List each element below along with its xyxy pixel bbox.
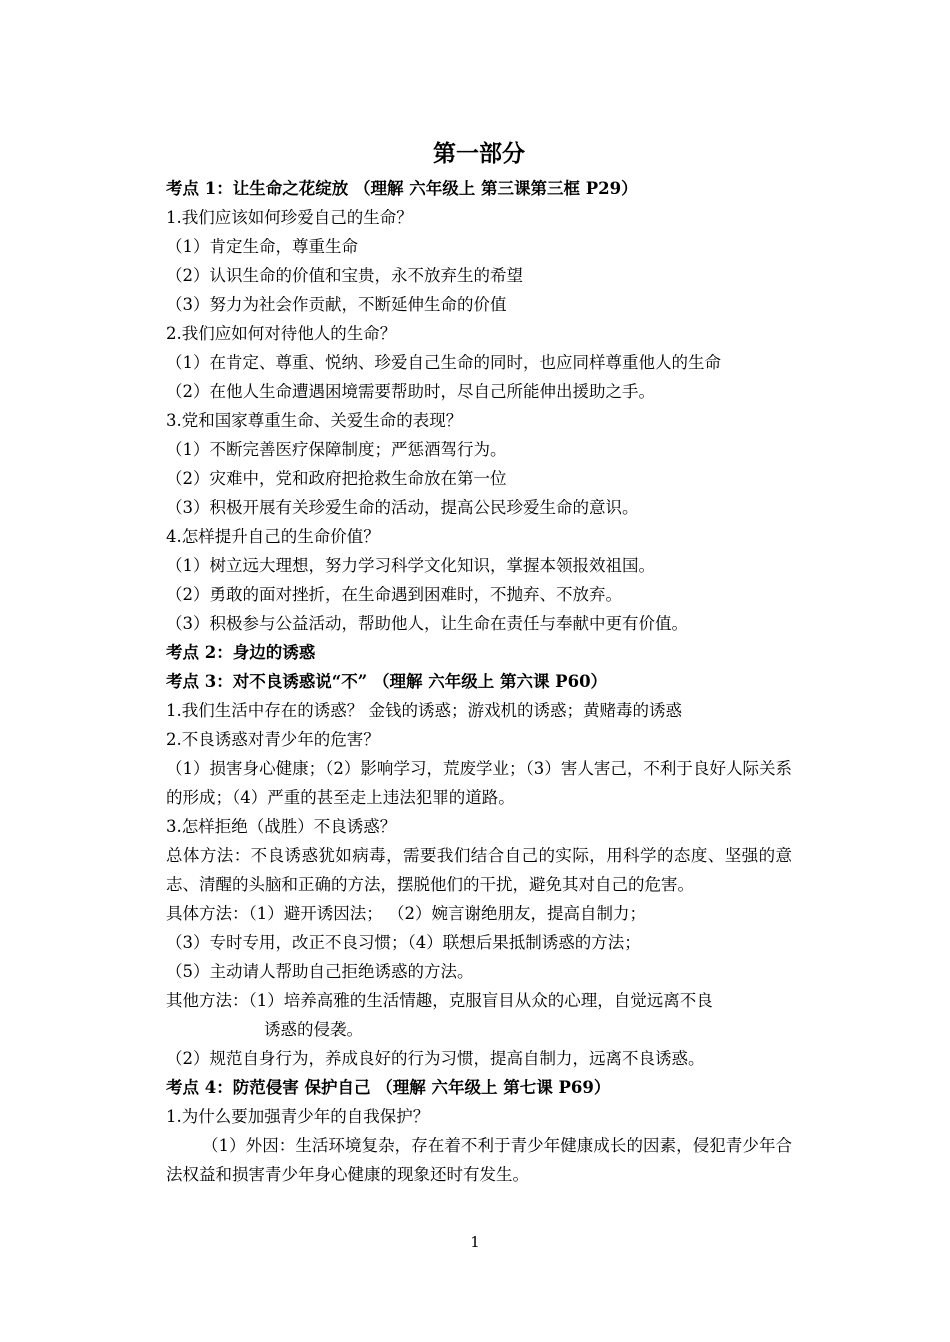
specific-method-line: （3）专时专用，改正不良习惯；（4）联想后果抵制诱惑的方法； <box>166 933 641 952</box>
answer-item: （2）认识生命的价值和宝贵，永不放弃生的希望 <box>166 266 523 285</box>
question-line: 4.怎样提升自己的生命价值？ <box>166 527 380 546</box>
question-line: 1.我们生活中存在的诱惑？ 金钱的诱惑；游戏机的诱惑；黄赌毒的诱惑 <box>166 701 682 720</box>
harm-paragraph: （1）损害身心健康；（2）影响学习，荒废学业；（3）害人害己，不利于良好人际关系的形成；（4）严重的甚至走上违法犯罪的道路。 <box>166 759 792 807</box>
other-method-line: 其他方法：（1）培养高雅的生活情趣，克服盲目从众的心理，自觉远离不良 <box>166 991 713 1010</box>
question-line: 1.为什么要加强青少年的自我保护？ <box>166 1107 430 1126</box>
question-line: 2.我们应如何对待他人的生命？ <box>166 324 397 343</box>
section-heading-1: 考点 1：让生命之花绽放 （理解 六年级上 第三课第三框 P29） <box>166 179 638 198</box>
specific-method-line: 具体方法：（1）避开诱因法； （2）婉言谢绝朋友，提高自制力； <box>166 904 646 923</box>
answer-item: （3）积极参与公益活动，帮助他人，让生命在责任与奉献中更有价值。 <box>166 614 688 633</box>
question-line: 3.党和国家尊重生命、关爱生命的表现？ <box>166 411 463 430</box>
section-heading-4: 考点 4：防范侵害 保护自己 （理解 六年级上 第七课 P69） <box>166 1078 611 1097</box>
document-title: 第一部分 <box>433 140 525 167</box>
answer-item: （1）肯定生命，尊重生命 <box>166 237 358 256</box>
answer-item: （3）积极开展有关珍爱生命的活动，提高公民珍爱生命的意识。 <box>166 498 639 517</box>
answer-item: （1）在肯定、尊重、悦纳、珍爱自己生命的同时，也应同样尊重他人的生命 <box>166 353 721 372</box>
question-line: 1.我们应该如何珍爱自己的生命？ <box>166 208 413 227</box>
specific-method-line: （5）主动请人帮助自己拒绝诱惑的方法。 <box>166 962 474 981</box>
answer-item: （1）不断完善医疗保障制度；严惩酒驾行为。 <box>166 440 507 459</box>
answer-item: （3）努力为社会作贡献，不断延伸生命的价值 <box>166 295 507 314</box>
question-line: 3.怎样拒绝（战胜）不良诱惑？ <box>166 817 397 836</box>
page-number: 1 <box>470 1233 480 1251</box>
answer-item: （2）勇敢的面对挫折，在生命遇到困难时，不抛弃、不放弃。 <box>166 585 622 604</box>
section-heading-2: 考点 2：身边的诱惑 <box>166 643 316 662</box>
other-method-continuation: 诱惑的侵袭。 <box>264 1020 363 1039</box>
section-heading-3: 考点 3：对不良诱惑说“不” （理解 六年级上 第六课 P60） <box>166 672 608 691</box>
document-body <box>166 134 792 1189</box>
answer-item: （2）在他人生命遭遇困境需要帮助时，尽自己所能伸出援助之手。 <box>166 382 655 401</box>
answer-item: （2）灾难中，党和政府把抢救生命放在第一位 <box>166 469 507 488</box>
external-cause-paragraph: （1）外因：生活环境复杂，存在着不利于青少年健康成长的因素，侵犯青少年合法权益和损害青少年身心健康的现象还时有发生。 <box>166 1136 792 1184</box>
answer-item: （1）树立远大理想，努力学习科学文化知识，掌握本领报效祖国。 <box>166 556 655 575</box>
overall-method-paragraph: 总体方法：不良诱惑犹如病毒，需要我们结合自己的实际，用科学的态度、坚强的意志、清醒的头脑和正确的方法，摆脱他们的干扰，避免其对自己的危害。 <box>166 846 792 894</box>
question-line: 2.不良诱惑对青少年的危害？ <box>166 730 380 749</box>
other-method-line: （2）规范自身行为，养成良好的行为习惯，提高自制力，远离不良诱惑。 <box>166 1049 705 1068</box>
